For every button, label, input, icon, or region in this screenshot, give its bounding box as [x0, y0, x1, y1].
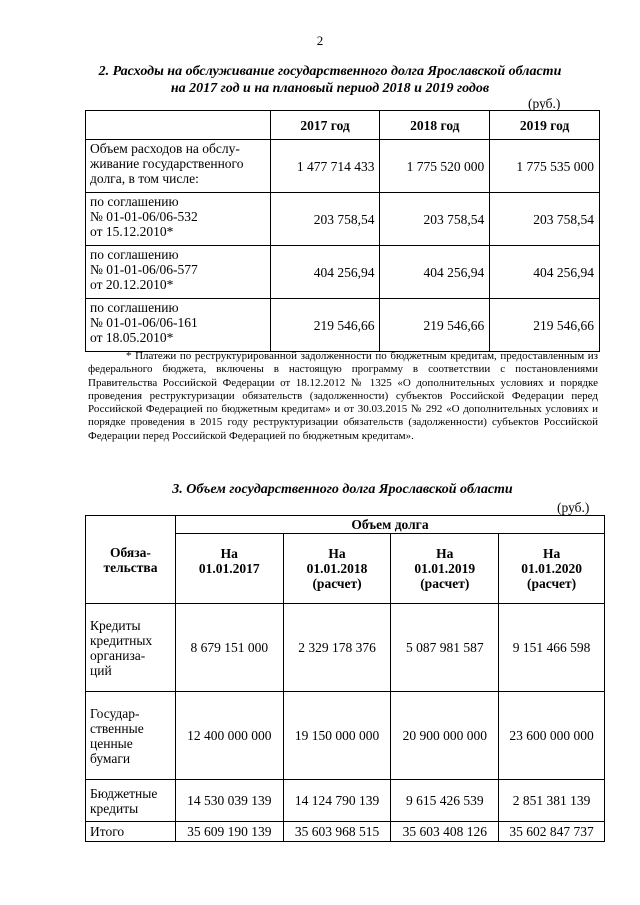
debt-volume-header: Объем долга [175, 516, 604, 534]
table-row [86, 780, 605, 822]
value-cell: 1 477 714 433 [270, 140, 380, 193]
obligations-header-line: Обяза- [110, 544, 151, 560]
row-label-line: Объем расходов на обслу- [90, 141, 240, 156]
value-cell: 20 900 000 000 [391, 692, 499, 780]
row-label-line: Бюджетные [90, 785, 158, 801]
row-label [86, 780, 176, 822]
row-label [86, 299, 271, 352]
row-label [86, 822, 176, 842]
state-debt-volume-table [85, 515, 605, 842]
row-label-line: кредитных [90, 632, 153, 648]
table-row [86, 193, 600, 246]
table-row [86, 604, 605, 692]
section-2-title [70, 63, 590, 97]
date-header-line: На [220, 546, 238, 561]
date-header [175, 534, 283, 604]
value-cell: 5 087 981 587 [391, 604, 499, 692]
value-cell: 219 546,66 [490, 299, 600, 352]
year-header: 2019 год [490, 111, 600, 140]
date-header-line: (расчет) [312, 576, 362, 591]
row-label [86, 193, 271, 246]
value-cell: 9 151 466 598 [499, 604, 605, 692]
value-cell: 9 615 426 539 [391, 780, 499, 822]
date-header-line: (расчет) [420, 576, 470, 591]
row-label-line: Итого [90, 824, 125, 839]
row-label [86, 604, 176, 692]
date-header-line: На [542, 546, 561, 561]
row-label-line: от 15.12.2010* [90, 224, 174, 239]
date-header-line: (расчет) [526, 576, 577, 591]
table-row [86, 246, 600, 299]
row-label-line: ственные [90, 720, 144, 736]
date-header-line: На [436, 546, 454, 561]
row-label-line: Государ- [90, 705, 140, 721]
date-header-line: 01.01.2017 [198, 561, 260, 576]
row-label-line: кредиты [90, 800, 139, 816]
row-label-line: организа- [90, 647, 146, 663]
value-cell: 35 602 847 737 [499, 822, 605, 842]
row-label-line: по соглашению [90, 300, 179, 315]
value-cell: 35 603 408 126 [391, 822, 499, 842]
date-header [391, 534, 499, 604]
value-cell: 219 546,66 [270, 299, 380, 352]
footnote: * Платежи по реструктурированной задолженности по бюджетным кредитам, предоставленным из федерального бюджета, включены в настоящую программу в соответствии с постановлениями Правительства Российской Федерации от 18.12.2012 № 1325 «О дополнительных условиях и порядке проведения реструктуризации обязательств (задолженности) субъектов Российской Федерации перед Российской Федерацией по бюджетным кредитам» и от 30.03.2015 № 292 «О дополнительных условиях и порядке проведения в 2015 году реструктуризации обязательств (задолженности) субъектов Российской Федерации перед Российской Федерацией по бюджетным кредитам». [88, 350, 598, 442]
value-cell: 19 150 000 000 [283, 692, 391, 780]
row-label-line: ций [90, 662, 112, 678]
value-cell: 12 400 000 000 [175, 692, 283, 780]
page-number: 2 [316, 33, 324, 48]
row-label-line: ценные [90, 735, 133, 751]
value-cell: 404 256,94 [270, 246, 380, 299]
row-label [86, 246, 271, 299]
value-cell: 35 609 190 139 [175, 822, 283, 842]
table-header-row [86, 111, 600, 140]
row-label-line: долга, в том числе: [90, 171, 199, 186]
date-header-line: На [328, 546, 346, 561]
section-2-title-line-2: на 2017 год и на плановый период 2018 и 2019 годов [170, 81, 490, 96]
table-group-header-row [86, 516, 605, 534]
row-label [86, 140, 271, 193]
value-cell: 404 256,94 [380, 246, 490, 299]
row-label [86, 692, 176, 780]
section-3-unit: (руб.) [557, 500, 590, 515]
table-row [86, 692, 605, 780]
row-label-line: от 18.05.2010* [90, 330, 174, 345]
value-cell: 203 758,54 [490, 193, 600, 246]
value-cell: 203 758,54 [380, 193, 490, 246]
value-cell: 203 758,54 [270, 193, 380, 246]
value-cell: 219 546,66 [380, 299, 490, 352]
debt-service-expenses-table [85, 110, 600, 352]
section-3-title: 3. Объем государственного долга Ярославской области [172, 482, 513, 497]
date-header-line: 01.01.2018 [306, 561, 368, 576]
value-cell: 404 256,94 [490, 246, 600, 299]
date-header-line: 01.01.2020 [521, 561, 582, 576]
date-header [283, 534, 391, 604]
value-cell: 1 775 520 000 [380, 140, 490, 193]
row-label-line: бумаги [90, 750, 131, 766]
table-row [86, 299, 600, 352]
row-label-line: по соглашению [90, 247, 179, 262]
row-label-line: № 01-01-06/06-161 [90, 315, 198, 330]
row-label-line: Кредиты [90, 617, 141, 633]
row-label-line: по соглашению [90, 194, 179, 209]
empty-header-cell [86, 111, 271, 140]
value-cell: 14 124 790 139 [283, 780, 391, 822]
value-cell: 2 851 381 139 [499, 780, 605, 822]
row-label-line: живание государственного [90, 156, 244, 171]
row-label-line: № 01-01-06/06-532 [90, 209, 198, 224]
date-header-line [176, 576, 283, 591]
value-cell: 14 530 039 139 [175, 780, 283, 822]
value-cell: 8 679 151 000 [175, 604, 283, 692]
value-cell: 1 775 535 000 [490, 140, 600, 193]
date-header [499, 534, 605, 604]
date-header-line: 01.01.2019 [414, 561, 476, 576]
section-2-title-line-1: 2. Расходы на обслуживание государственного долга Ярославской области [98, 64, 562, 79]
value-cell: 2 329 178 376 [283, 604, 391, 692]
value-cell: 35 603 968 515 [283, 822, 391, 842]
year-header: 2018 год [380, 111, 490, 140]
row-label-line: от 20.12.2010* [90, 277, 174, 292]
value-cell: 23 600 000 000 [499, 692, 605, 780]
section-2-unit: (руб.) [528, 96, 561, 111]
year-header: 2017 год [270, 111, 380, 140]
table-row [86, 140, 600, 193]
row-label-line: № 01-01-06/06-577 [90, 262, 198, 277]
obligations-header-line: тельства [103, 559, 158, 575]
total-row [86, 822, 605, 842]
obligations-header [86, 516, 176, 604]
